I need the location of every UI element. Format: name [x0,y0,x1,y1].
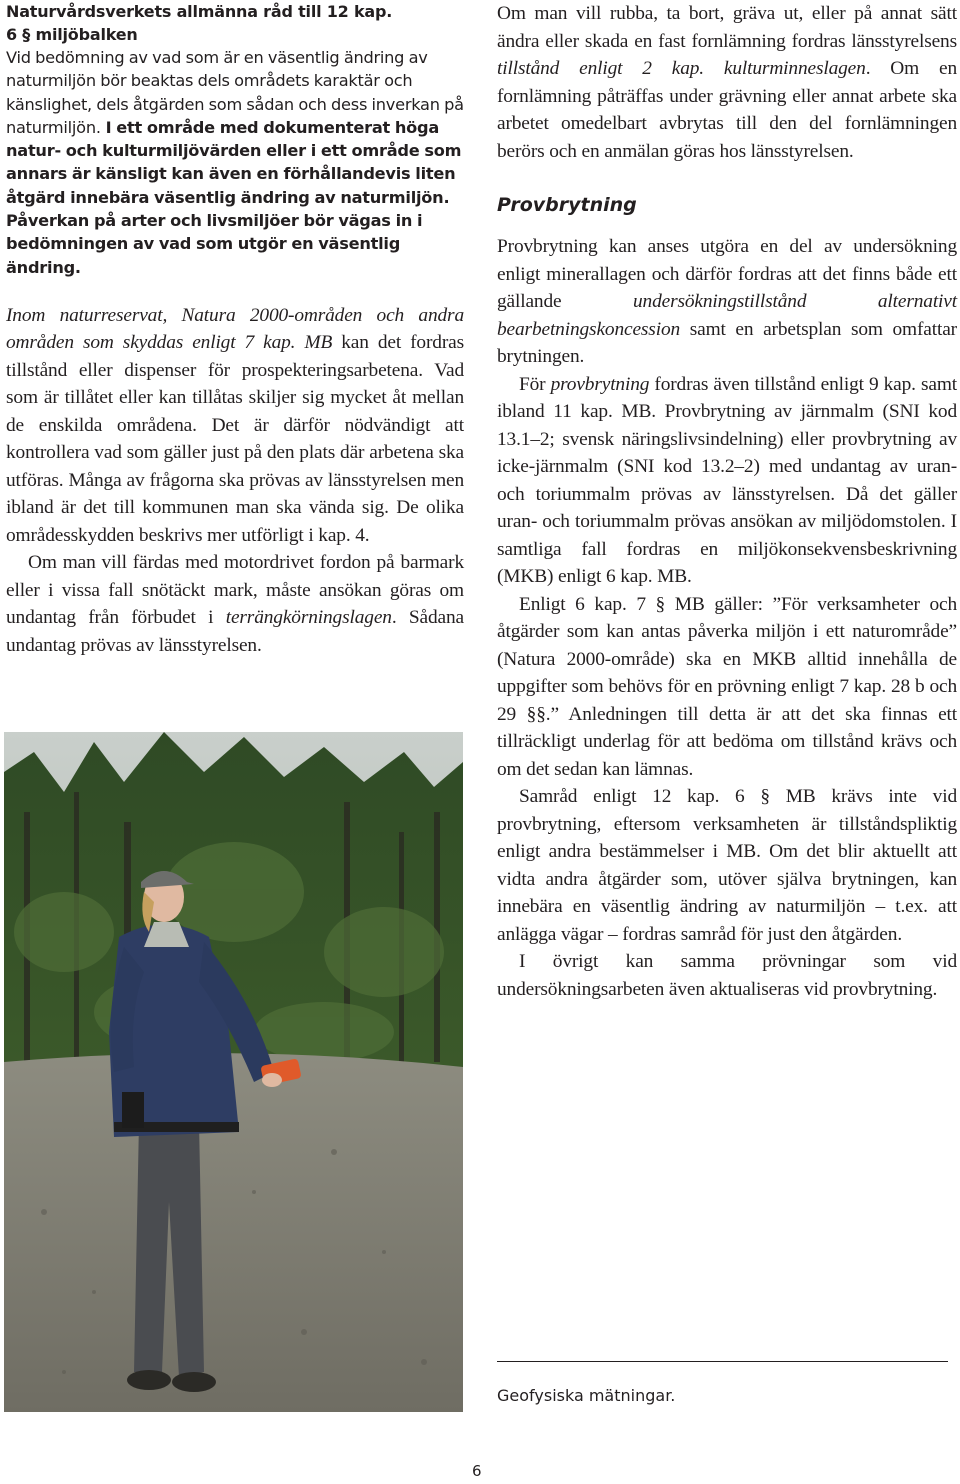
right-paragraph-2-italic: undersökningstillstånd alternativt bearbetningskoncession [497,291,957,340]
left-column [6,0,464,659]
left-paragraph-1-rest: kan det fordras tillstånd eller dispenser för prospekteringsarbetena. Vad som är tillåtet eller kan tillåtas skiljer sig mycket åt mellan de enskilda områdena. Det är därför nödvändigt att kontrollera vad som gäller just på den plats där arbetena ska utföras. Många av frågorna ska prövas av länsstyrelsen men ibland är det till kommunen man ska vända sig. De olika områdesskydden beskrivs mer utförligt i kap. 4. [6,332,464,546]
right-paragraph-3-b: fordras även tillstånd enligt 9 kap. samt ibland 11 kap. MB. Provbrytning av järnmalm (SNI kod 13.1–2; svensk näringslivsindelning) eller provbrytning av icke-järnmalm (SNI kod 13.2–2) med undantag av uran- och toriummalm prövas av länsstyrelsen. Då det gäller uran- och toriummalm prövas ansökan av miljödomstolen. I samtliga fall fordras en miljökonsekvensbeskrivning (MKB) enligt 6 kap. MB. [497,373,957,587]
left-paragraph-2-a: Om man vill färdas med motordrivet fordon på barmark eller i vissa fall snötäckt mark, måste ansökan göras om undantag från förbudet i [6,552,464,629]
right-paragraph-2 [497,233,957,371]
right-paragraph-5: Samråd enligt 12 kap. 6 § MB krävs inte vid provbrytning, eftersom verksamheten är tillståndspliktig enligt andra bestämmelser i MB. Om det blir aktuellt att vidta andra åtgärder som, utöver själva brytningen, kan innebära en väsentlig ändring av naturmiljön – t.ex. att anlägga vägar – fordras samråd för just den åtgärden. [497,786,957,945]
right-paragraph-1 [497,0,957,165]
fact-box-text [6,46,464,279]
fact-box-subheading: 6 § miljöbalken [6,25,138,44]
fact-box [6,0,464,279]
left-paragraph-1 [6,302,464,550]
right-paragraph-4: Enligt 6 kap. 7 § MB gäller: ”För verksamheter och åtgärder som kan antas påverka miljön i ett naturområde” (Natura 2000-område) ska en MKB alltid innehålla de uppgifter som behövs för en prövning enligt 7 kap. 28 b och 29 §§.” Anledningen till detta är att det ska finnas ett tillräckligt underlag för att bedöma om tillstånd krävs och om det sedan kan lämnas. [497,593,957,780]
right-paragraph-2-b: samt en arbetsplan som omfattar brytningen. [497,318,957,367]
field-photo-illustration [4,732,463,1412]
left-paragraph-1-italic: Inom naturreservat, Natura 2000-områden och andra områden som skyddas enligt 7 kap. MB [6,304,464,354]
right-column [497,0,957,1003]
right-paragraph-1-italic: tillstånd enligt 2 kap. kulturminneslagen [497,58,866,79]
right-paragraph-1-a: Om man vill rubba, ta bort, gräva ut, eller på annat sätt ändra eller skada en fast fornlämning fordras länsstyrelsens [497,3,957,52]
fact-box-text-plain: Vid bedömning av vad som är en väsentlig ändring av naturmiljön bör beaktas dels områdets karaktär och känslighet, dels åtgärden som sådan och dess inverkan på naturmiljön. [6,48,464,137]
right-paragraph-6: I övrigt kan samma prövningar som vid undersökningsarbeten även aktualiseras vid provbrytning. [497,951,957,1000]
right-paragraph-3-a: För [519,373,551,395]
left-body-text [6,302,464,660]
left-paragraph-2 [6,549,464,659]
right-paragraph-1-b: . Om en fornlämning påträffas under grävning eller annat arbete ska arbetet omedelbart avbrytas till den del fornlämningen berörs och en anmälan göras hos länsstyrelsen. [497,58,957,162]
right-paragraph-3-italic: provbrytning [550,373,650,395]
field-photo [4,732,463,1412]
photo-caption: Geofysiska mätningar. [497,1386,676,1405]
page-number: 6 [472,1462,482,1480]
left-paragraph-2-b: . Sådana undantag prövas av länsstyrelsen. [6,607,464,656]
right-paragraph-3 [497,371,957,591]
section-heading-provbrytning: Provbrytning [497,194,637,216]
left-paragraph-2-italic: terrängkörningslagen [225,607,392,629]
caption-divider [497,1361,948,1362]
fact-box-heading: Naturvårdsverkets allmänna råd till 12 kap. [6,2,393,21]
fact-box-text-bold: I ett område med dokumenterat höga natur- och kulturmiljövärden eller i ett område som annars är känsligt kan även en förhållandevis liten åtgärd innebära väsentlig ändring av naturmiljön. Påverkan på arter och livsmiljöer bör vägas in i bedömningen av vad som utgör en väsentlig ändring. [6,117,462,277]
right-paragraph-2-a: Provbrytning kan anses utgöra en del av undersökning enligt minerallagen och därför fordras att det finns både ett gällande [497,236,957,312]
